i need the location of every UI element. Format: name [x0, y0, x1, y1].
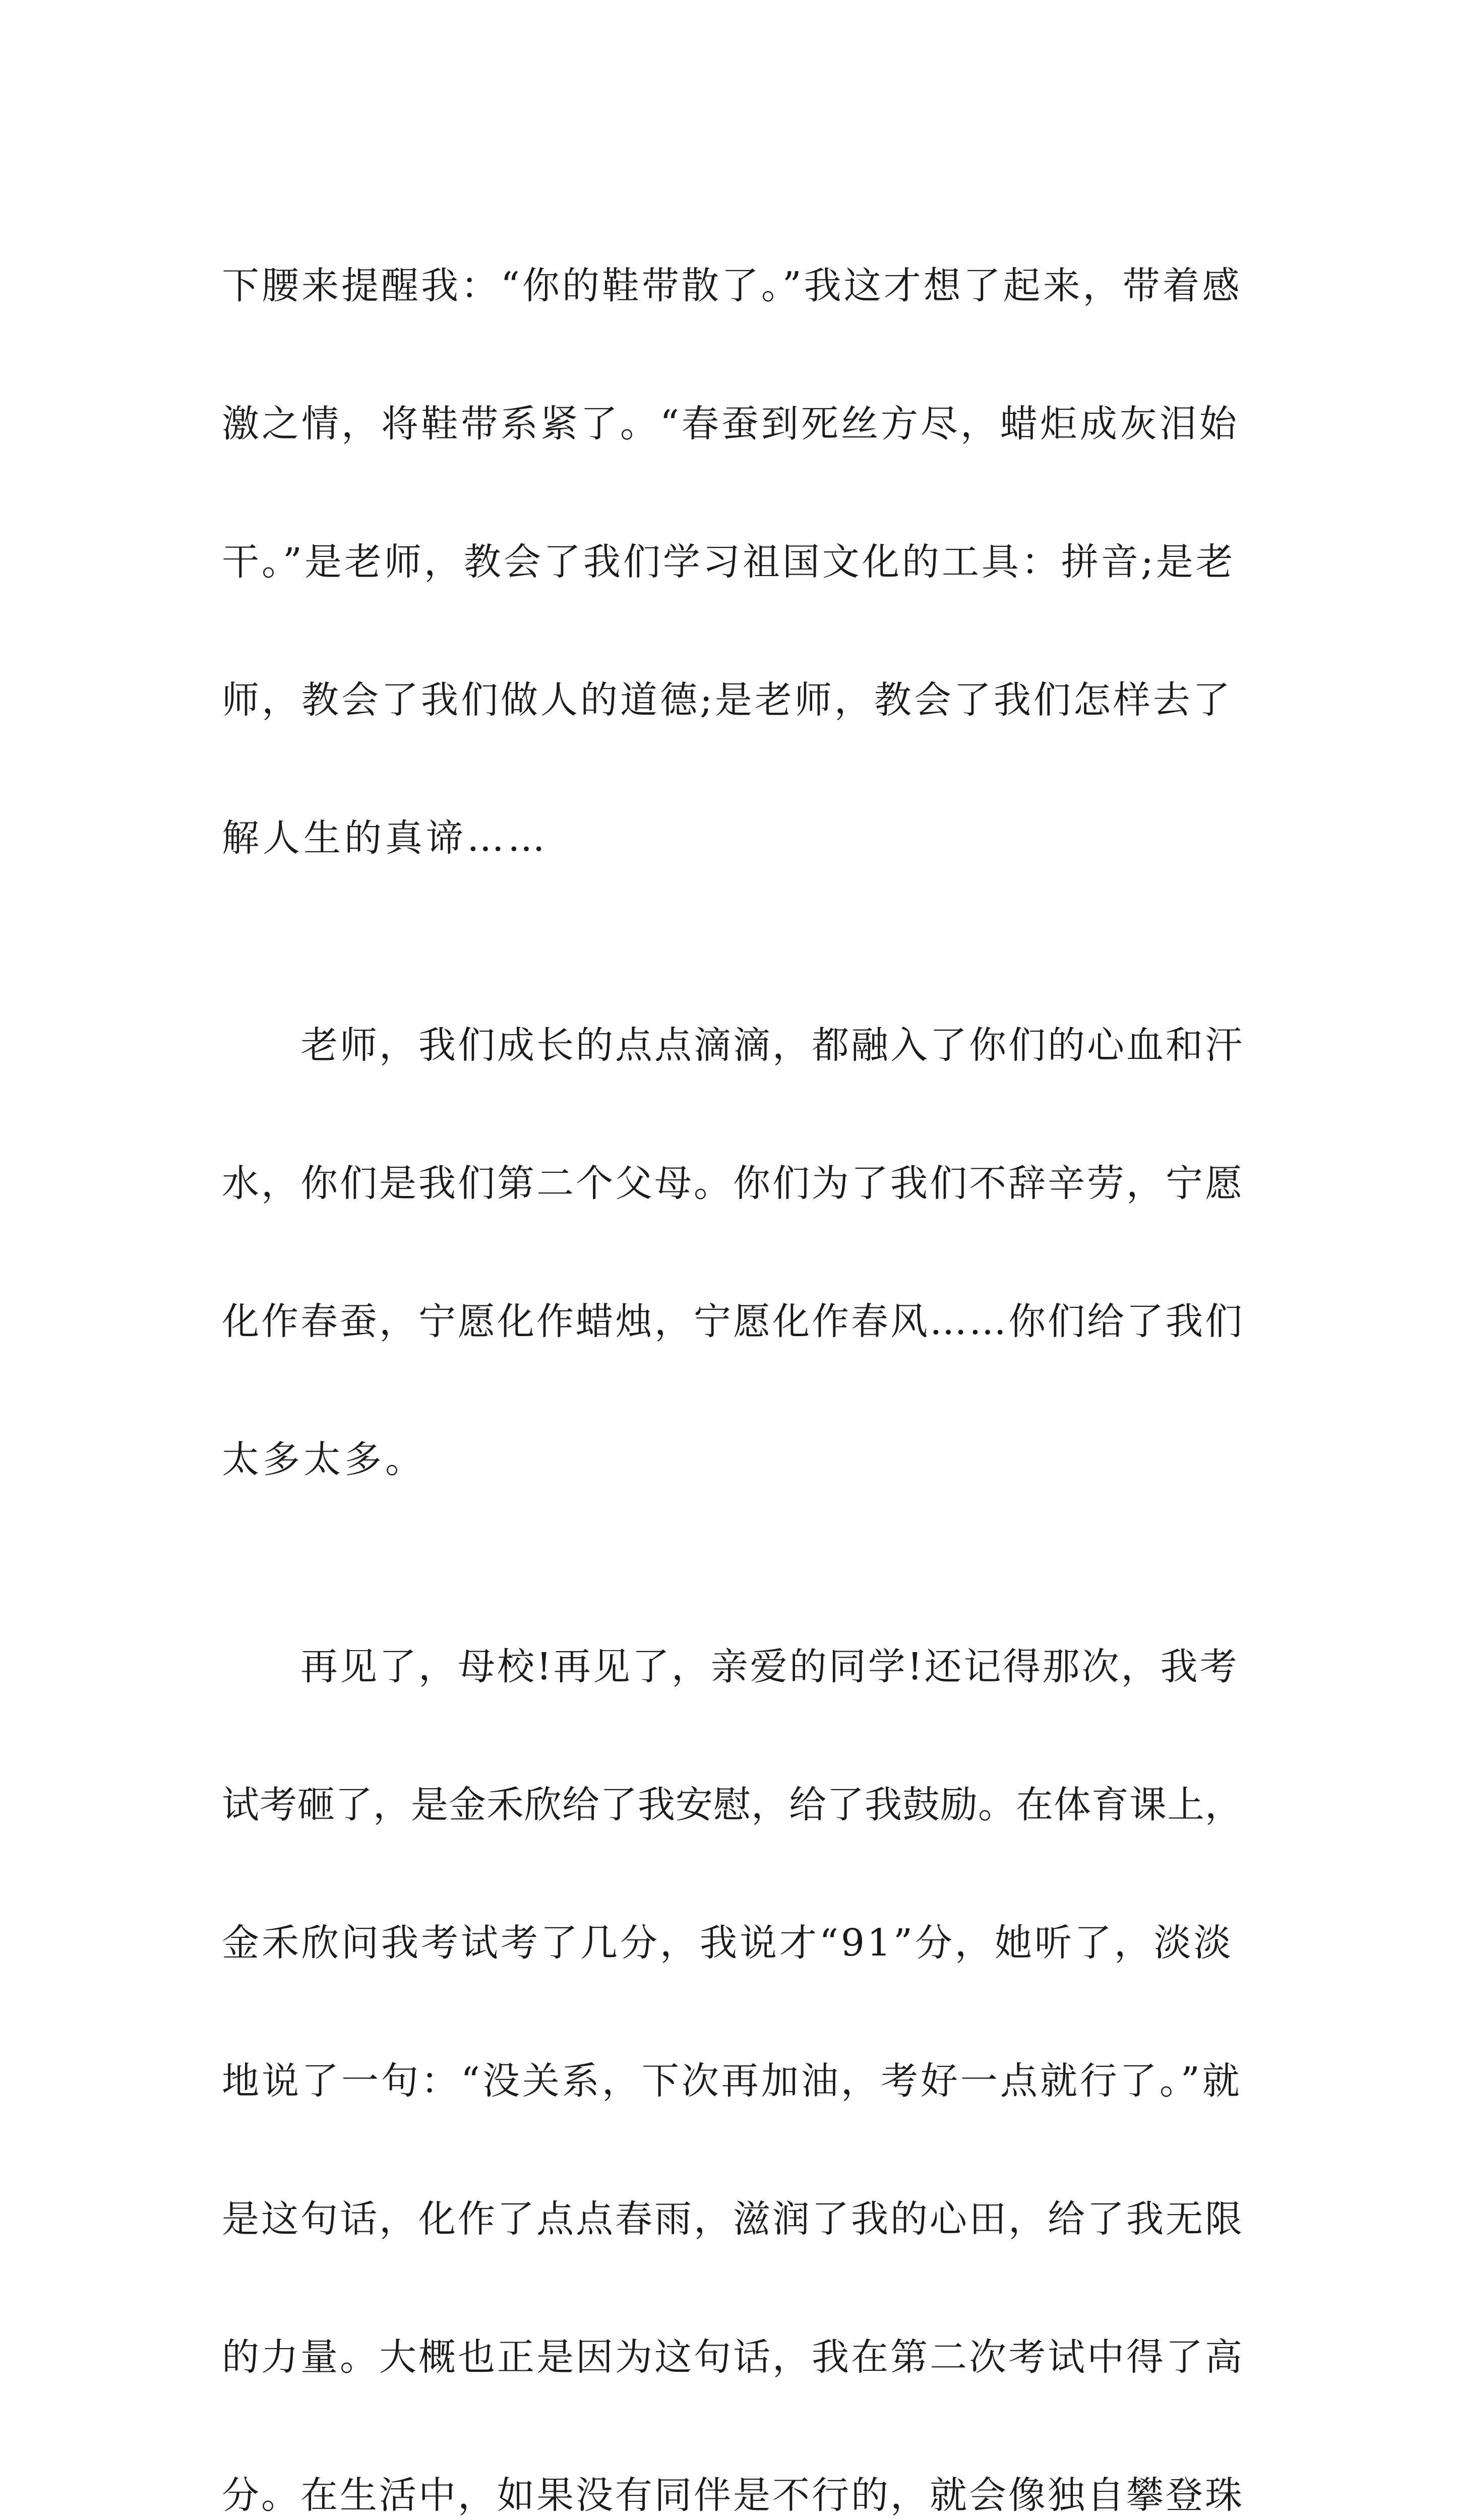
text-line: 的力量。大概也正是因为这句话，我在第二次考试中得了高	[222, 2336, 1244, 2379]
paragraph-1	[222, 182, 1245, 942]
text-line: 分。在生活中，如果没有同伴是不行的，就会像独自攀登珠	[222, 2474, 1244, 2517]
text-line: 是这句话，化作了点点春雨，滋润了我的心田，给了我无限	[222, 2197, 1244, 2241]
text-line: 试考砸了，是金禾欣给了我安慰，给了我鼓励。在体育课上，	[222, 1783, 1243, 1826]
text-line: 金禾欣问我考试考了几分，我说才“91”分，她听了，淡淡	[222, 1921, 1234, 1965]
text-line: 激之情，将鞋带系紧了。“春蚕到死丝方尽，蜡炬成灰泪始	[222, 402, 1239, 446]
text-line: 下腰来提醒我：“你的鞋带散了。”我这才想了起来，带着感	[222, 264, 1242, 307]
paragraph-2	[222, 942, 1245, 1563]
text-line: 解人生的真谛……	[222, 816, 549, 860]
paragraph-3	[222, 1563, 1245, 2520]
text-line: 再见了，母校!再见了，亲爱的同学!还记得那次，我考	[222, 1645, 1239, 1688]
text-line: 太多太多。	[222, 1438, 426, 1481]
text-line: 干。”是老师，教会了我们学习祖国文化的工具：拼音;是老	[222, 540, 1236, 584]
text-line: 师，教会了我们做人的道德;是老师，教会了我们怎样去了	[222, 678, 1233, 722]
text-line: 水，你们是我们第二个父母。你们为了我们不辞辛劳，宁愿	[222, 1162, 1244, 1205]
text-line: 地说了一句：“没关系，下次再加油，考好一点就行了。”就	[222, 2059, 1242, 2103]
body-text	[222, 182, 1245, 2520]
text-line: 化作春蚕，宁愿化作蜡烛，宁愿化作春风……你们给了我们	[222, 1300, 1244, 1343]
text-line: 老师，我们成长的点点滴滴，都融入了你们的心血和汗	[222, 1024, 1244, 1067]
